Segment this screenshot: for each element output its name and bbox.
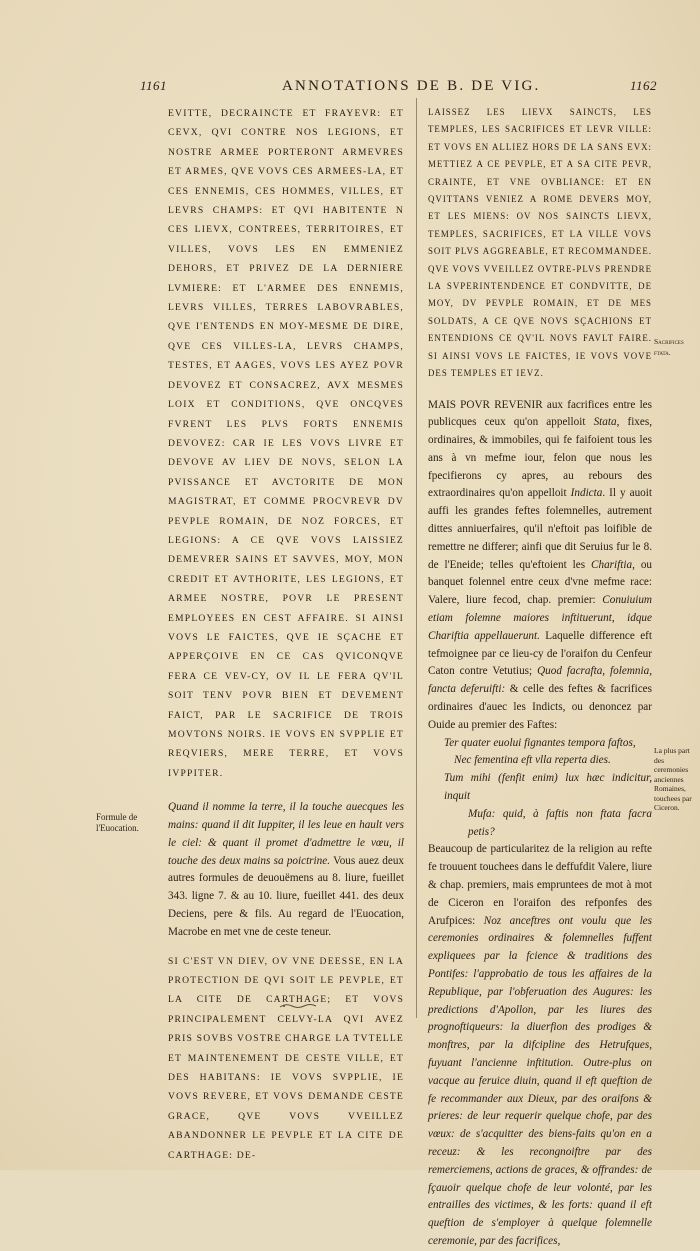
right-column [428,104,652,1251]
ceremonies-paragraph [428,841,652,1250]
running-head: ANNOTATIONS DE B. DE VIG. [282,78,541,94]
devotion-prayer-text: EVITTE, DECRAINCTE ET FRAYEVR: ET CEVX, QVI CONTRE NOS LEGIONS, ET NOSTRE ARMEE PORTERONT ARMEVRES ET ARMES, QVE VOVS CES ARMEES-LA, ET CES ENNEMIS, CES HOMMES, VILLES, ET LEVRS CHAMPS: ET QVI HABITENTE N CES LIEVX, CONTREES, TERRITOIRES, ET VILLES, VOVS LES EN EMMENIEZ DEHORS, ET PRIVEZ DE LA DERNIERE LVMIERE: ET L'ARMEE DES ENNEMIS, LEVRS VILLES, TERRES LABOVRABLES, QVE I'ENTENDS EN MOY-MESME DE DIRE, QVE CES VILLES-LA, LEVRS CHAMPS, TESTES, ET AAGES, VOVS LES AYEZ POVR DEVOVEZ ET CONSACREZ, AVX MESMES LOIX ET CONDITIONS, QVE ONCQVES FVRENT LES PLVS FORTS ENNEMIS DEVOVEZ: CAR IE LES VOVS LIVRE ET DEVOVE AV LIEV DE NOVS, SELON LA PVISSANCE ET AVCTORITE DE MON MAGISTRAT, ET COMME PROCVREVR DV PEVPLE ROMAIN, DE NOZ FORCES, ET LEGIONS: A CE QVE VOVS LAISSIEZ DEMEVRER SAINS ET SAVVES, MOY, MON CREDIT ET AVTHORITE, LES LEGIONS, ET ARMEE NOSTRE, POVR LE PRESENT EMPLOYEES EN CEST AFFAIRE. SI AINSI VOVS LE FAICTES, QVE IE SÇACHE ET APPERÇOIVE EN CE CAS QVICONQVE FERA CE VEV-CY, OV IL LE FERA QV'IL SOIT TENV POVR BIEN ET DEVEMENT FAICT, PAR LE SACRIFICE DE TROIS MOVTONS NOIRS. IE VOVS EN SVPPLIE ET REQVIERS, MERE TERRE, ET VOVS IVPPITER. [168,108,404,779]
text-run: , ou banquet folennel entre ceux d'vne mefme race: Valere, liure fecod, chap. premier: [428,558,652,607]
folio-left: 1161 [140,78,168,93]
text-run: . Il y auoit auffi les grandes feftes folemnelles, autrement dittes anniuerfaires, qu'il n'eftoit pas loifible de remettre ne differer; ainfi que dit Seruius fur le 8. de l'Eneide; telles qu'eftoient les [428,487,652,571]
margin-note-sacrifices: Sacrifices ftata. [654,337,684,357]
latin-quote: Conuiuium etiam folemne maiores inftituerunt, idque Chariftia appellauerunt. [428,594,652,642]
ovid-verse-2: Nec fementina eft vlla reperta dies. [454,754,611,767]
latin-term: Chariftia [591,558,633,571]
latin-term: Indicta [570,487,603,500]
margin-note-evocation: Formule de l'Euocation. [96,812,139,833]
margin-note-ceremonies: La plus part des ceremonies anciennes Romaines, touchees par Ciceron. [654,746,692,812]
folio-right: 1162 [630,78,658,93]
text-run: Laquelle difference eft tefmoignee par ce lieu-cy de l'oraifon du Cenfeur Caton contre Vetutius; [428,629,652,678]
text-run: & celle des feftes & facrifices ordinaires d'auec les Indicts, ou denoncez par Ouide au premier des Faftes: [428,683,653,731]
latin-quote: Quod facrafta, folemnia, fancta deferuifti: [428,665,652,696]
latin-term: Stata [593,416,617,429]
evocation-formula-continued: LAISSEZ LES LIEVX SAINCTS, LES TEMPLES, LES SACRIFICES ET LEVR VILLE: ET VOVS EN ALLIEZ HORS DE LA SANS EVX: METTIEZ A CE PEVPLE, ET A SA CITE PEVR, CRAINTE, ET VNE OVBLIANCE: ET EN QVITTANS VENIEZ A ROME DEVERS MOY, ET LES MIENS: OV NOS SAINCTS LIEVX, TEMPLES, SACRIFICES, ET LA VILLE VOVS SOIT PLVS AGGREABLE, ET RECOMMANDEE. QVE VOVS VVEILLEZ OVTRE-PLVS PRENDRE LA SVPERINTENDENCE ET CONDVITTE, DE MOY, DV PEVPLE ROMAIN, ET DE MES SOLDATS, A CE QVE NOVS SÇACHIONS ET ENTENDIONS CE QV'IL NOVS FAVLT FAIRE. SI AINSI VOVS LE FAICTES, IE VOVS VOVE DES TEMPLES ET IEVZ. [428,107,652,379]
commentary-paragraph [168,799,404,941]
column-divider [416,98,417,1018]
ovid-verse-1: Ter quater euolui fignantes tempora faftos, [444,736,636,749]
text-run: MAIS POVR REVENIR aux facrifices entre les publicques ceux qu'on appelloit [428,398,652,429]
gesture-note: Quand il nomme la terre, il la touche auecques les mains: quand il dit Iuppiter, il les leue en hault vers le ciel: & quant il promet d'admettre le vœu, il touche des deux mains sa poictrine. [168,801,404,867]
text-run: , fixes, ordinaires, & immobiles, qui fe faifoient tous les ans à vn mefme iour, felon que nous les fpecifierons cy apres, au rebours des extraordinaires qu'on appelloit [428,416,653,500]
sacrifices-paragraph [428,397,652,735]
ornament-icon [278,1002,318,1010]
ovid-verse-3: Tum mihi (fenfit enim) lux hæc indicitur, inquit [444,772,652,803]
formula-references: Vous auez deux autres formules de deuouëmens au 8. liure, fueillet 343. ligne 7. & au 10. liure, fueillet 441. des deux Deciens, pere & fils. Au regard de l'Euocation, Macrobe en met vne de ceste teneur. [168,854,405,938]
text-run: Beaucoup de particularitez de la religion au refte fe trouuent touchees dans le deffufdit Valere, liure & chap. premiers, mais empruntees de mot à mot de Ciceron en l'oraifon des refponfes des Arufpices: [428,843,652,927]
cicero-quote: Noz anceftres ont voulu que les ceremonies ordinaires & folemnelles fuffent expliquees par la fcience & traditions des Pontifes: l'approbatio de tous les affaires de la Republique, par l'obferuation des Augures: les predictions d'Apollon, par les liures des prognoftiqueurs: la diuerfion des prodiges & monftres, par la difcipline des Hetrufques, fuyuant l'ancienne inftitution. Outre-plus on vacque au feruice diuin, quand il eft queftion de fe recommander aux Dieux, par des oraifons & prieres: de leur requerir quelque chofe, par des vœux: de s'acquitter des biens-faits qu'on en a receuz: & les recongnoiftre par des remerciemens, actions de graces, & offrandes: de fçauoir quelque chofe de leur volonté, par les entrailles des victimes, & les forts: quand il eft queftion de s'employer à quelque folemnelle ceremonie, par des facrifices, [428,914,652,1247]
ovid-verse-4: Mufa: quid, à faftis non ftata facra petis? [468,807,652,838]
evocation-formula-text: SI C'EST VN DIEV, OV VNE DEESSE, EN LA PROTECTION DE QVI SOIT LE PEVPLE, ET LA CITE DE CARTHAGE; ET VOVS PRINCIPALEMENT CELVY-LA QVI AVEZ PRIS SOVBS VOSTRE CHARGE LA TVTELLE ET MAINTENEMENT DE CESTE VILLE, ET DES HABITANS: IE VOVS SVPPLIE, IE VOVS REVERE, ET VOVS DEMANDE CESTE GRACE, QVE VOVS VVEILLEZ ABANDONNER LE PEVPLE ET LA CITE DE CARTHAGE: DE- [168,955,404,1161]
